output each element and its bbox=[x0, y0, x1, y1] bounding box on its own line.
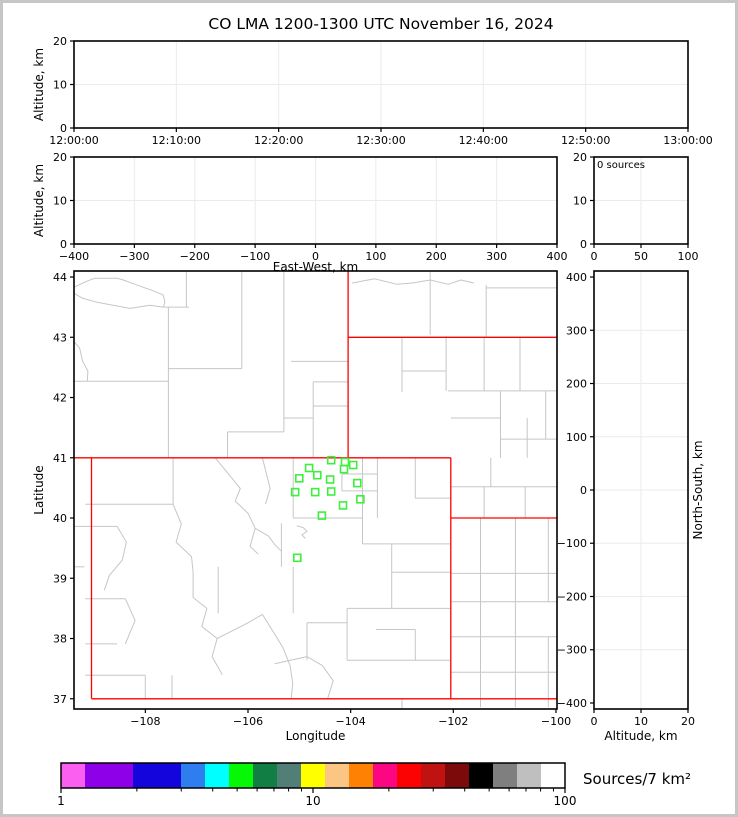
gridlines bbox=[594, 271, 688, 709]
x-tick-label: 100 bbox=[677, 250, 699, 263]
station-marker bbox=[340, 502, 347, 509]
x-tick-label: 12:00:00 bbox=[49, 134, 99, 147]
y-tick-label: 10 bbox=[53, 194, 67, 208]
colorbar-segment bbox=[493, 763, 518, 788]
histogram-axes bbox=[573, 151, 699, 263]
station-marker bbox=[327, 476, 334, 483]
y-tick-label: 0 bbox=[60, 238, 67, 251]
figure-panels bbox=[32, 35, 713, 808]
y-tick-label: 300 bbox=[566, 324, 587, 338]
colorbar-segment bbox=[205, 763, 230, 788]
x-tick-label: −100 bbox=[240, 250, 271, 263]
x-tick-label: 12:30:00 bbox=[356, 134, 406, 147]
colorbar-segment bbox=[133, 763, 158, 788]
x-tick-label: 10 bbox=[634, 715, 648, 728]
x-tick-label: 0 bbox=[590, 715, 598, 728]
x-tick-label: 200 bbox=[425, 250, 447, 263]
y-tick-label: 20 bbox=[53, 35, 67, 48]
station-marker bbox=[342, 459, 349, 466]
y-tick-label: 10 bbox=[53, 78, 67, 92]
y-tick-label: 42 bbox=[53, 391, 67, 405]
station-marker bbox=[296, 475, 303, 482]
lma-stations bbox=[292, 457, 364, 562]
y-tick-label: 0 bbox=[580, 238, 587, 251]
state-borders bbox=[74, 271, 557, 699]
x-tick-label: 400 bbox=[546, 250, 568, 263]
colorbar-segment bbox=[109, 763, 134, 788]
x-tick-label: 0 bbox=[590, 250, 598, 263]
y-tick-label: 20 bbox=[53, 151, 67, 164]
colorbar bbox=[57, 763, 691, 808]
map-ylabel: Latitude bbox=[32, 465, 46, 515]
x-tick-label: 0 bbox=[312, 250, 319, 263]
colorbar-tick-label: 10 bbox=[305, 794, 321, 808]
colorbar-segment bbox=[61, 763, 86, 788]
x-tick-label: −108 bbox=[130, 715, 161, 728]
y-tick-label: 100 bbox=[566, 430, 587, 444]
x-tick-label: −104 bbox=[335, 715, 366, 728]
y-tick-label: −100 bbox=[556, 537, 587, 551]
lma-multipanel-figure bbox=[3, 3, 735, 814]
source-count-annotation: 0 sources bbox=[597, 160, 645, 171]
colorbar-tick-label: 100 bbox=[553, 794, 577, 808]
colorbar-segment bbox=[301, 763, 326, 788]
station-marker bbox=[328, 488, 335, 495]
y-tick-label: 20 bbox=[573, 151, 587, 164]
y-tick-label: −200 bbox=[556, 590, 587, 604]
y-tick-label: 43 bbox=[53, 331, 67, 345]
x-tick-label: −200 bbox=[179, 250, 210, 263]
y-tick-label: 44 bbox=[53, 271, 67, 285]
y-tick-label: 0 bbox=[580, 484, 587, 497]
x-tick-label: 12:50:00 bbox=[560, 134, 611, 147]
station-marker bbox=[312, 489, 319, 496]
colorbar-segment bbox=[469, 763, 494, 788]
x-tick-label: −100 bbox=[540, 715, 572, 728]
x-tick-label: −300 bbox=[119, 250, 150, 263]
map-xlabel: Longitude bbox=[285, 729, 346, 743]
x-tick-label: 20 bbox=[681, 715, 695, 728]
y-tick-label: 37 bbox=[53, 692, 67, 706]
colorbar-segment bbox=[445, 763, 470, 788]
colorbar-segment bbox=[85, 763, 110, 788]
y-tick-label: −300 bbox=[556, 643, 587, 657]
y-tick-label: 41 bbox=[53, 451, 67, 465]
station-marker bbox=[354, 480, 361, 487]
colorbar-segment bbox=[517, 763, 542, 788]
colorbar-segment bbox=[541, 763, 566, 788]
station-marker bbox=[314, 472, 321, 479]
station-marker bbox=[294, 554, 301, 561]
ns-height-axes bbox=[557, 271, 705, 743]
colorbar-tick-label: 1 bbox=[57, 794, 65, 808]
ew-height-axes bbox=[32, 151, 568, 274]
station-marker bbox=[350, 462, 357, 469]
y-tick-label: 39 bbox=[53, 572, 67, 586]
colorbar-segment bbox=[181, 763, 206, 788]
x-tick-label: 12:10:00 bbox=[151, 134, 202, 147]
y-tick-label: 0 bbox=[60, 122, 67, 135]
y-tick-label: 40 bbox=[53, 512, 67, 526]
x-tick-label: −106 bbox=[232, 715, 264, 728]
time-height-axes bbox=[32, 35, 713, 147]
gridlines bbox=[74, 41, 688, 128]
colorbar-title: Sources/7 km² bbox=[583, 770, 692, 788]
ew-height-xlabel: East-West, km bbox=[272, 260, 359, 274]
x-tick-label: −102 bbox=[438, 715, 469, 728]
y-tick-label: 400 bbox=[566, 271, 587, 285]
x-tick-label: 100 bbox=[365, 250, 387, 263]
colorbar-segment bbox=[397, 763, 422, 788]
colorbar-segment bbox=[373, 763, 398, 788]
station-marker bbox=[306, 465, 313, 472]
x-tick-label: 300 bbox=[486, 250, 508, 263]
colorbar-segment bbox=[253, 763, 278, 788]
colorbar-segment bbox=[157, 763, 182, 788]
ew-height-ylabel: Altitude, km bbox=[32, 163, 46, 238]
x-tick-label: 50 bbox=[634, 250, 648, 263]
colorbar-segment bbox=[349, 763, 374, 788]
colorbar-segment bbox=[421, 763, 446, 788]
x-tick-label: 12:20:00 bbox=[253, 134, 304, 147]
station-marker bbox=[341, 466, 348, 473]
y-tick-label: 10 bbox=[573, 194, 587, 208]
ns-height-xlabel: Altitude, km bbox=[604, 729, 678, 743]
x-tick-label: −400 bbox=[58, 250, 90, 263]
gridlines bbox=[74, 157, 557, 244]
colorbar-segment bbox=[277, 763, 302, 788]
map-body bbox=[74, 271, 557, 709]
colorbar-segment bbox=[325, 763, 350, 788]
time-height-ylabel: Altitude, km bbox=[32, 47, 46, 122]
ns-height-ylabel: North-South, km bbox=[691, 440, 705, 540]
colorbar-segment bbox=[229, 763, 254, 788]
x-tick-label: 13:00:00 bbox=[663, 134, 713, 147]
y-tick-label: 38 bbox=[53, 632, 67, 646]
x-tick-label: 12:40:00 bbox=[458, 134, 509, 147]
y-tick-label: −400 bbox=[556, 696, 587, 710]
figure-title: CO LMA 1200-1300 UTC November 16, 2024 bbox=[208, 15, 554, 33]
y-tick-label: 200 bbox=[566, 377, 587, 391]
